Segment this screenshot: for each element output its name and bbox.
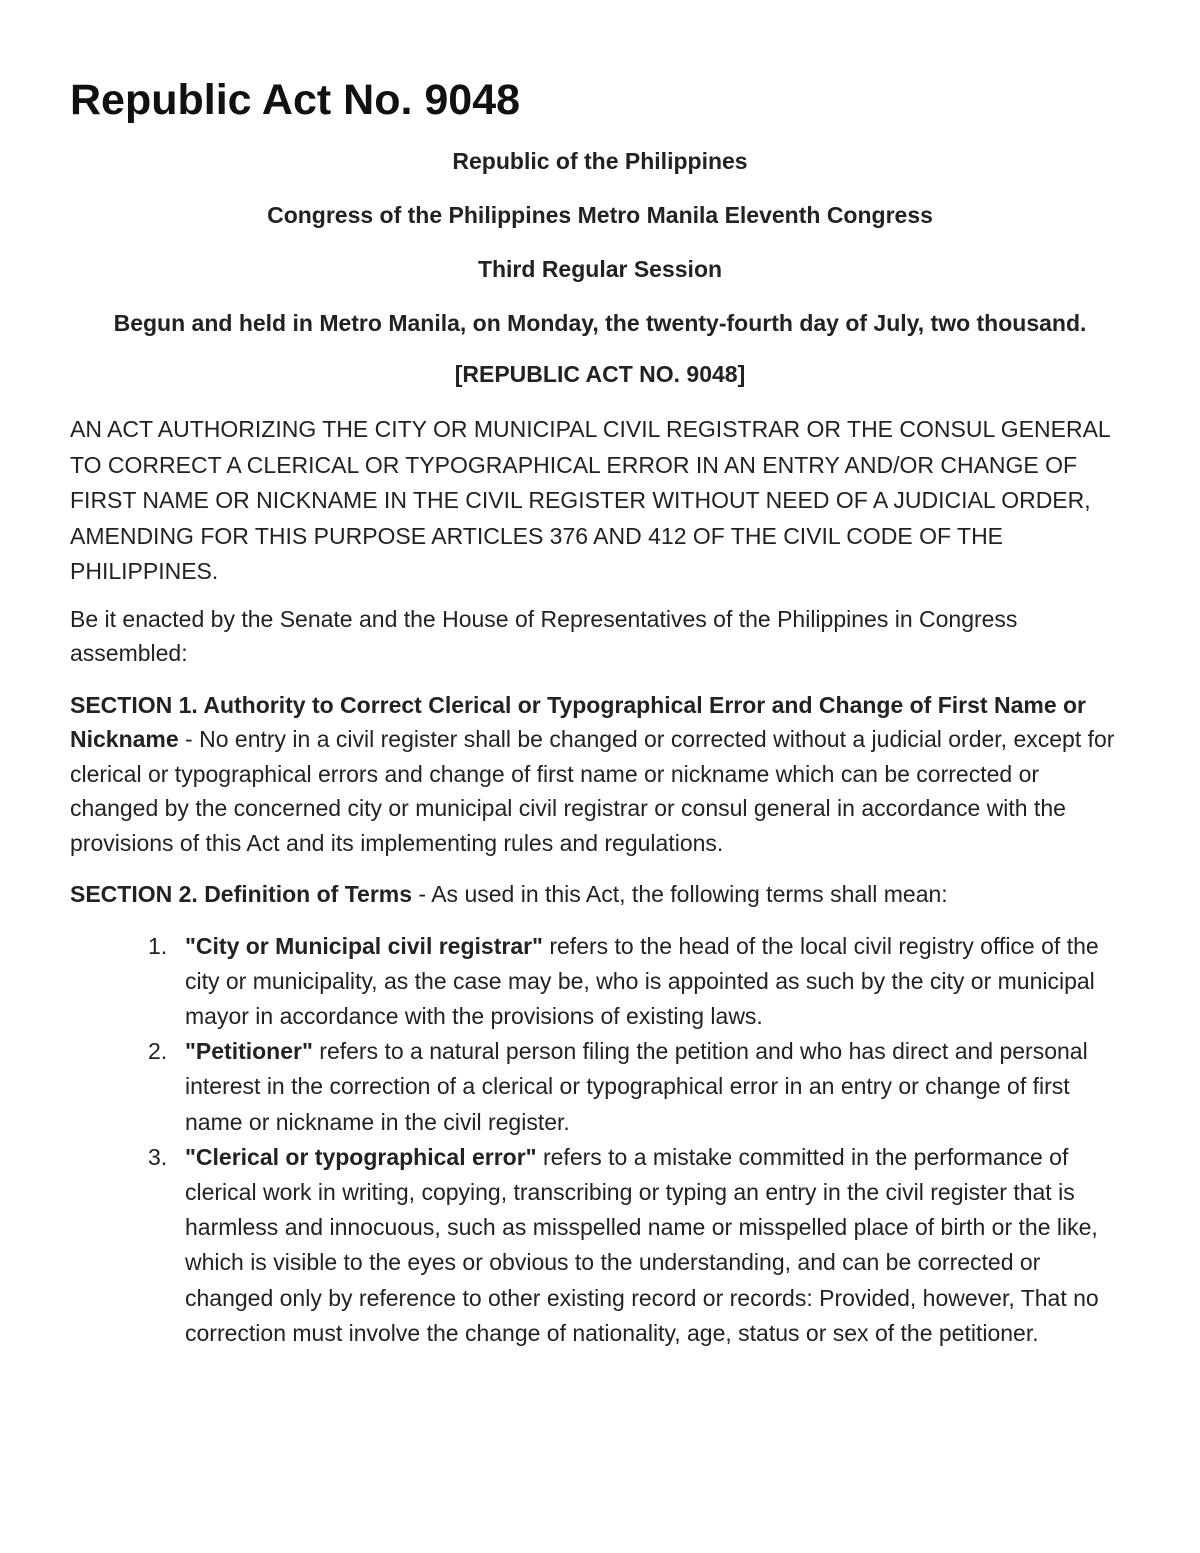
definition-text: refers to a mistake committed in the performance of clerical work in writing, copying, transcribing or typing an entry in the civil register that is harmless and innocuous, such as misspelled name or misspelled place of birth or the like, which is visible to the eyes or obvious to the understanding, and can be corrected or changed only by reference to other existing record or records: Provided, however, That no correction must involve the change of nationality, age, status or sex of the petitioner. (185, 1143, 1099, 1346)
act-title: AN ACT AUTHORIZING THE CITY OR MUNICIPAL CIVIL REGISTRAR OR THE CONSUL GENERAL TO CORRECT A CLERICAL OR TYPOGRAPHICAL ERROR IN AN ENTRY AND/OR CHANGE OF FIRST NAME OR NICKNAME IN THE CIVIL REGISTER WITHOUT NEED OF A JUDICIAL ORDER, AMENDING FOR THIS PURPOSE ARTICLES 376 AND 412 OF THE CIVIL CODE OF THE PHILIPPINES. (70, 416, 1110, 584)
list-item-number: 3. (148, 1143, 168, 1170)
header-republic: Republic of the Philippines (452, 148, 748, 174)
section-2-heading: SECTION 2. Definition of Terms (70, 881, 413, 907)
header-session: Third Regular Session (477, 256, 723, 282)
section-2 (70, 877, 1130, 912)
page-title: Republic Act No. 9048 (70, 76, 521, 124)
definitions-list (70, 929, 1130, 1351)
definition-text: refers to a natural person filing the petition and who has direct and personal interest in the correction of a clerical or typographical error in an entry or change of first name or nickname in the civil register. (185, 1038, 1088, 1135)
section-1-heading: SECTION 1. Authority to Correct Clerical or Typographical Error and Change of First Name or Nickname (70, 691, 1086, 752)
list-item (70, 1034, 1130, 1140)
list-item (70, 1140, 1130, 1351)
section-2-body: - As used in this Act, the following terms shall mean: (412, 881, 948, 907)
definition-term: "City or Municipal civil registrar" (185, 932, 543, 959)
header-congress: Congress of the Philippines Metro Manila Eleventh Congress (267, 202, 933, 228)
list-item-number: 1. (148, 932, 168, 959)
definition-term: "Petitioner" (185, 1038, 313, 1065)
section-1-body: - No entry in a civil register shall be changed or corrected without a judicial order, except for clerical or typographical errors and change of first name or nickname which can be corrected or changed by the concerned city or municipal civil registrar or consul general in accordance with the provisions of this Act and its implementing rules and regulations. (70, 726, 1115, 856)
list-item (70, 929, 1130, 1035)
section-1 (70, 688, 1130, 861)
header-act-number: [REPUBLIC ACT NO. 9048] (454, 361, 746, 387)
enacting-clause: Be it enacted by the Senate and the House of Representatives of the Philippines in Congress assembled: (70, 605, 1018, 666)
list-item-number: 2. (148, 1038, 168, 1065)
header-begun: Begun and held in Metro Manila, on Monday, the twenty-fourth day of July, two thousand. (113, 310, 1087, 336)
definition-term: "Clerical or typographical error" (185, 1143, 537, 1170)
definition-text: refers to the head of the local civil registry office of the city or municipality, as the case may be, who is appointed as such by the city or municipal mayor in accordance with the provisions of existing laws. (185, 932, 1099, 1029)
